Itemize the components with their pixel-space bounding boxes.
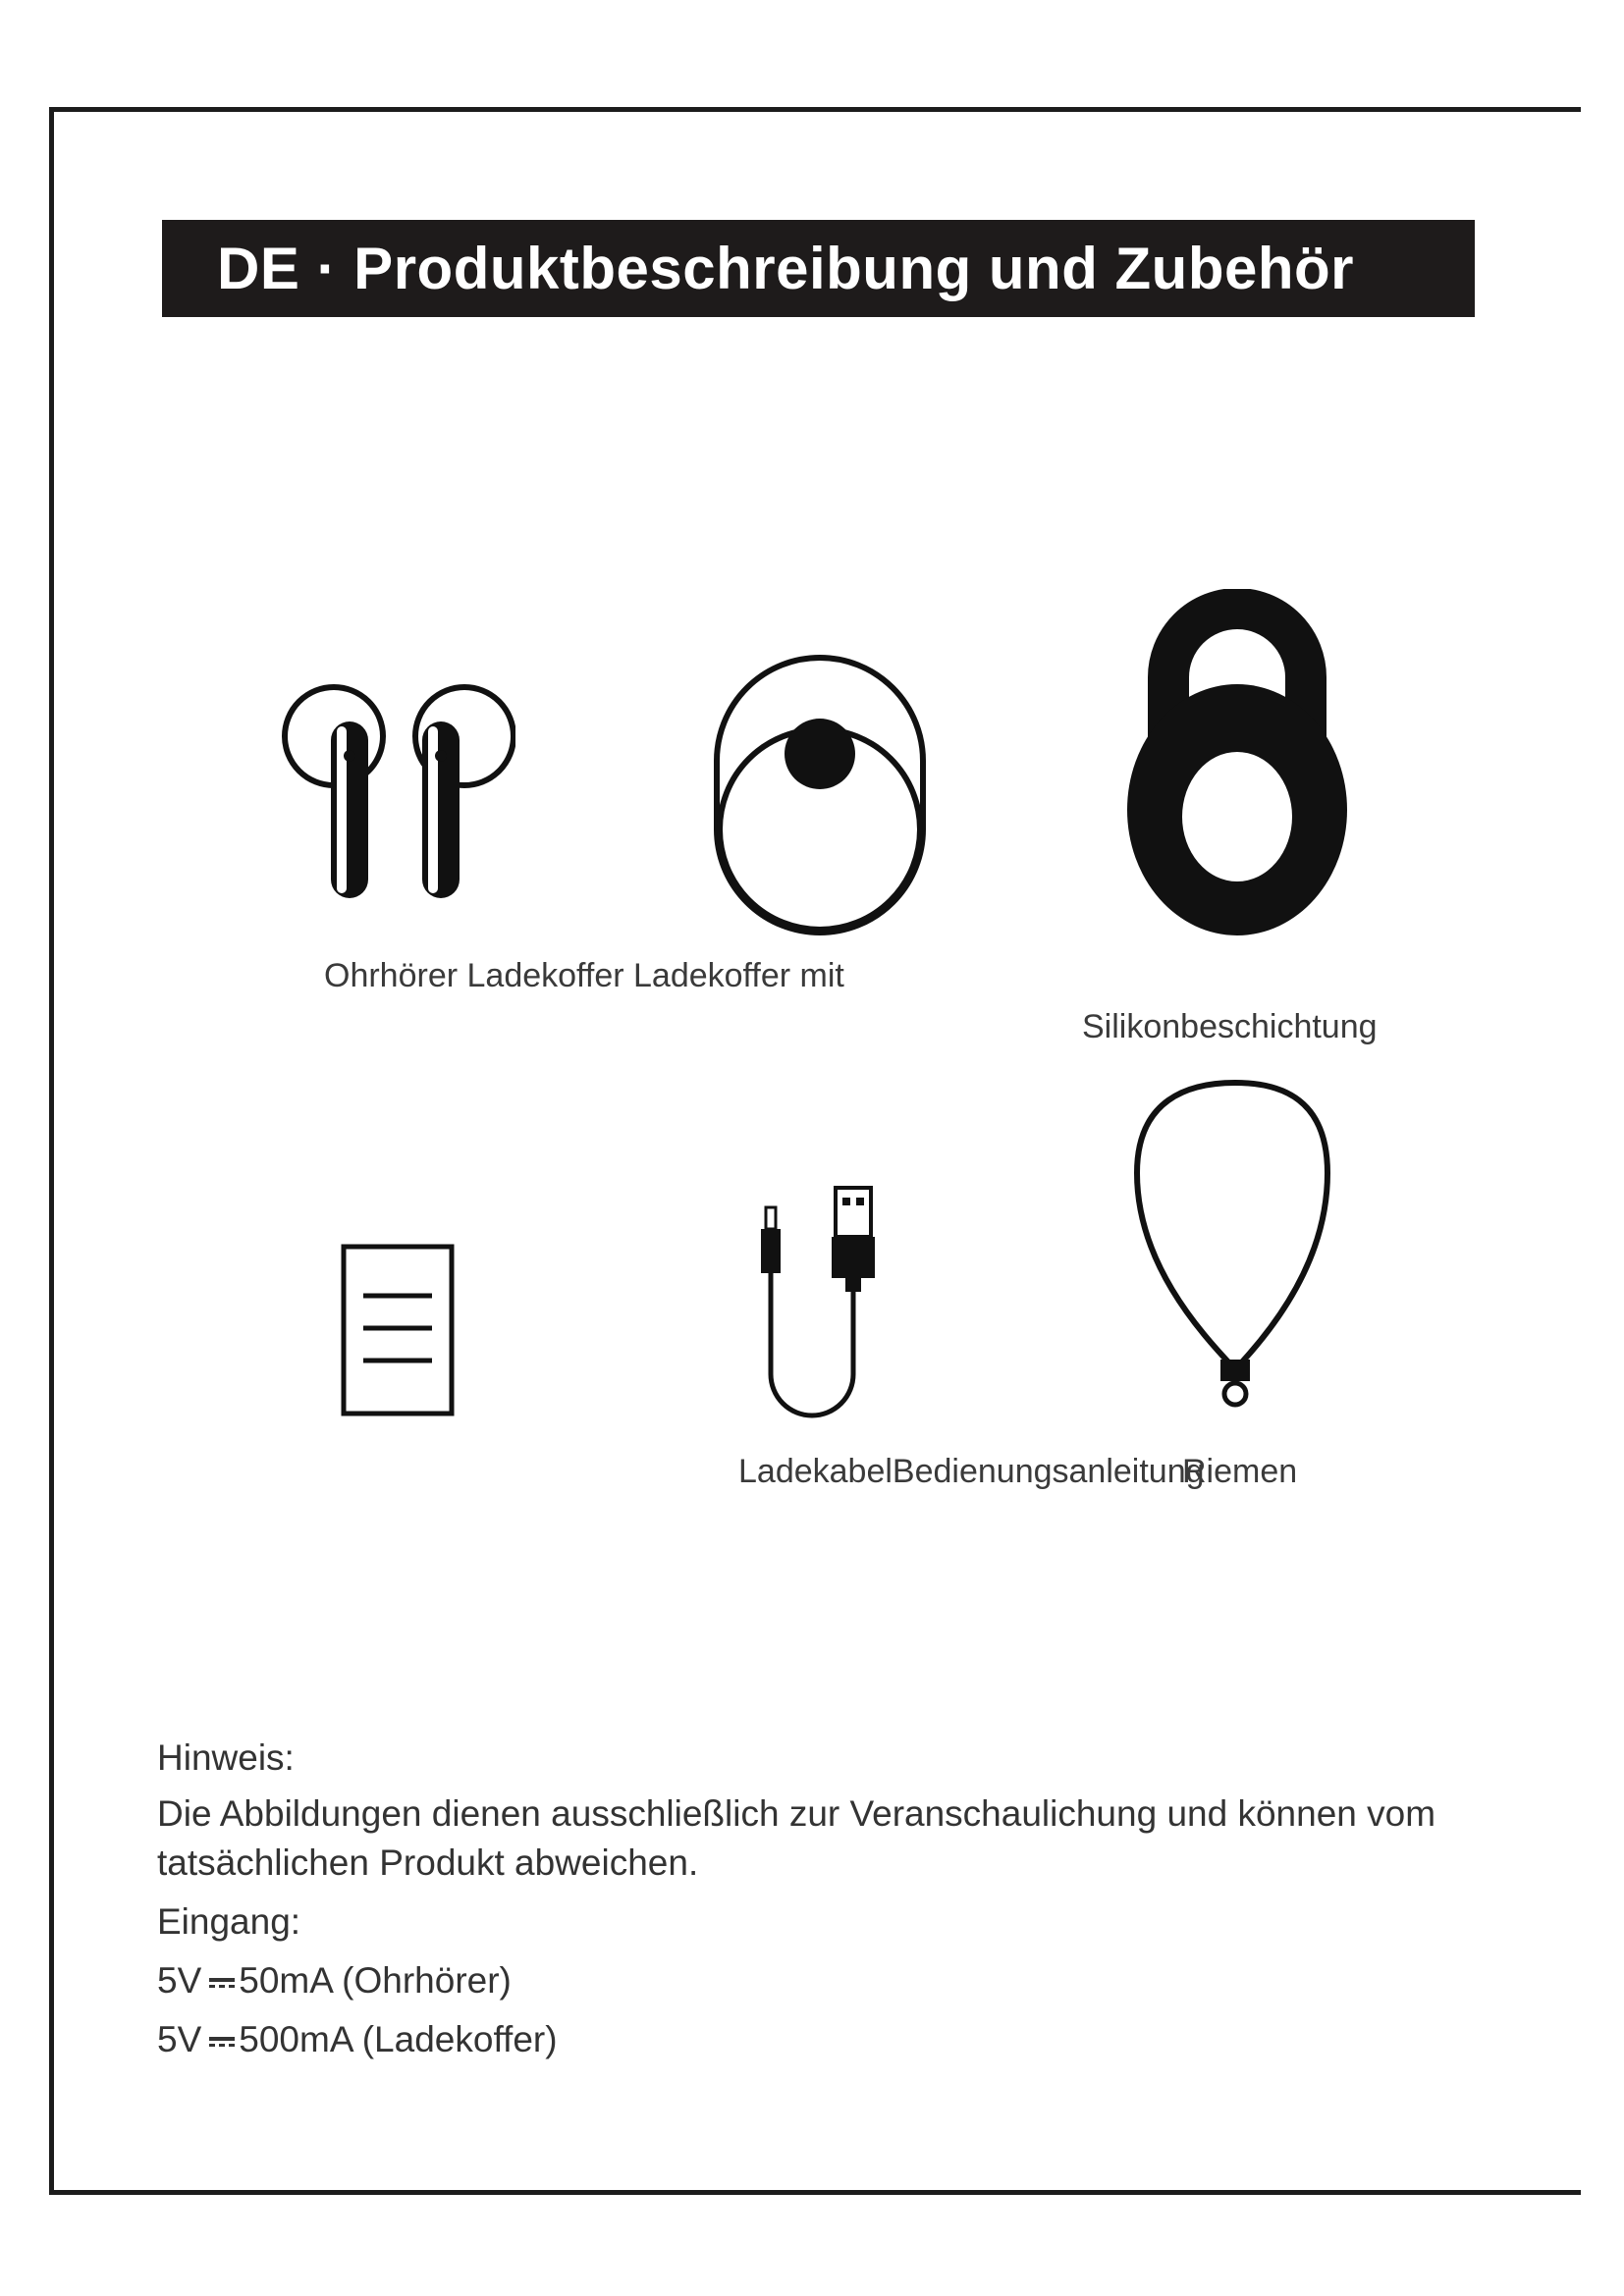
dc-symbol-icon [209, 1976, 235, 1990]
spec-case-voltage: 5V [157, 2019, 202, 2059]
strap-icon [1129, 1075, 1335, 1418]
note-text-line2: tatsächlichen Produkt abweichen. [157, 1842, 699, 1883]
note-text-line1: Die Abbildungen dienen ausschließlich zur Veranschaulichung und können vom [157, 1793, 1436, 1834]
charging-case-icon [707, 648, 933, 942]
page-title-text: DE · Produktbeschreibung und Zubehör [217, 236, 1354, 301]
note-heading: Hinweis: [157, 1737, 295, 1778]
label-cable-manual: LadekabelBedienungsanleitung [738, 1453, 1205, 1490]
label-strap: Riemen [1182, 1453, 1298, 1490]
usb-cable-icon [746, 1178, 903, 1423]
label-silicone-case: Silikonbeschichtung [1082, 1008, 1378, 1045]
spec-case [157, 2015, 558, 2064]
spec-earbuds-current: 50mA (Ohrhörer) [239, 1960, 512, 2001]
dc-symbol-icon [209, 2035, 235, 2049]
silicone-case-icon [1119, 589, 1355, 942]
manual-icon [339, 1242, 457, 1418]
spec-earbuds-voltage: 5V [157, 1960, 202, 2001]
input-heading: Eingang: [157, 1901, 301, 1942]
spec-earbuds [157, 1956, 512, 2005]
earbuds-icon [280, 677, 515, 913]
label-row1: Ohrhörer Ladekoffer Ladekoffer mit [324, 957, 844, 994]
page-title [162, 220, 1475, 317]
spec-case-current: 500mA (Ladekoffer) [239, 2019, 558, 2059]
